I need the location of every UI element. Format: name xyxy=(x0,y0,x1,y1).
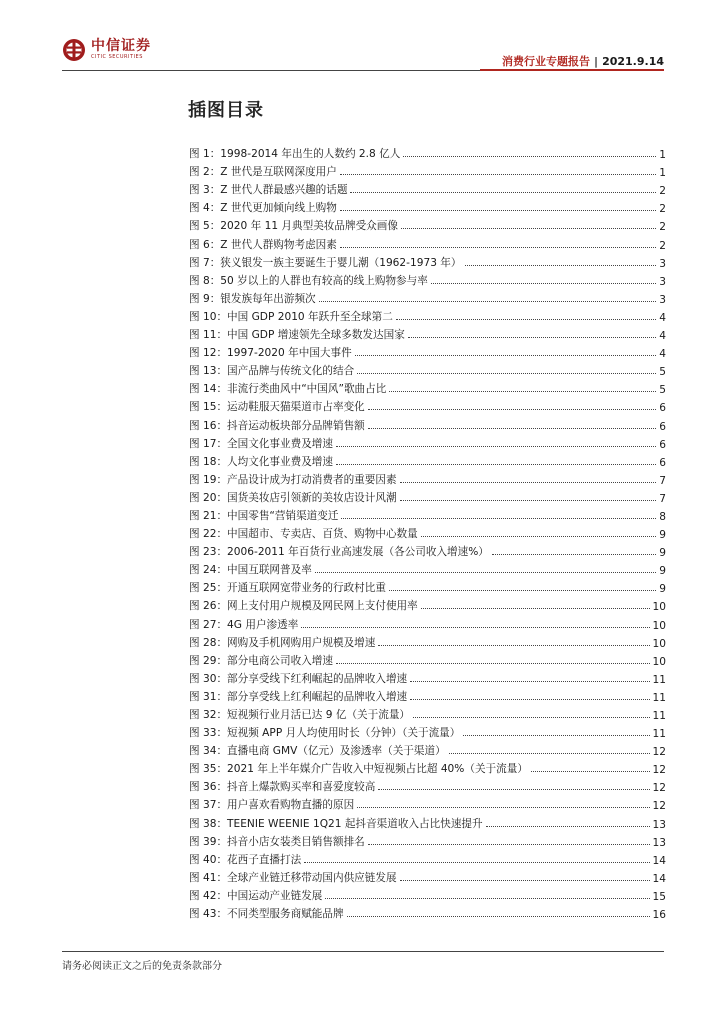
toc-entry-page: 11 xyxy=(652,673,666,686)
toc-leader-dots xyxy=(319,301,657,302)
toc-entry-page: 2 xyxy=(659,203,666,216)
citic-logo-icon xyxy=(62,38,86,62)
logo-english-name: CITIC SECURITIES xyxy=(91,54,143,60)
toc-entry-label: 图 11：中国 GDP 增速领先全球多数发达国家 xyxy=(189,329,405,342)
toc-leader-dots xyxy=(357,373,656,374)
toc-leader-dots xyxy=(449,753,650,754)
toc-leader-dots xyxy=(431,283,656,284)
toc-leader-dots xyxy=(410,699,649,700)
toc-entry[interactable] xyxy=(189,867,666,885)
toc-entry-page: 2 xyxy=(659,239,666,252)
toc-entry-label: 图 33：短视频 APP 月人均使用时长（分钟）（关于流量） xyxy=(189,727,461,740)
toc-entry[interactable] xyxy=(189,740,666,758)
toc-entry[interactable] xyxy=(189,288,666,306)
toc-entry-page: 3 xyxy=(659,275,666,288)
toc-entry-label: 图 18：人均文化事业费及增速 xyxy=(189,455,333,468)
toc-entry-page: 10 xyxy=(652,619,666,632)
toc-entry[interactable] xyxy=(189,469,666,487)
toc-entry-page: 13 xyxy=(652,818,666,831)
toc-entry-label: 图 23：2006-2011 年百货行业高速发展（各公司收入增速%） xyxy=(189,546,489,559)
toc-entry[interactable] xyxy=(189,342,666,360)
toc-entry[interactable] xyxy=(189,414,666,432)
toc-leader-dots xyxy=(350,192,656,193)
toc-entry-label: 图 38：TEENIE WEENIE 1Q21 起抖音渠道收入占比快速提升 xyxy=(189,817,483,830)
toc-entry-label: 图 5：2020 年 11 月典型美妆品牌受众画像 xyxy=(189,220,398,233)
toc-entry-label: 图 30：部分享受线下红利崛起的品牌收入增速 xyxy=(189,672,408,685)
toc-entry-label: 图 2：Z 世代是互联网深度用户 xyxy=(189,166,337,179)
toc-leader-dots xyxy=(325,898,649,899)
toc-entry[interactable] xyxy=(189,704,666,722)
toc-leader-dots xyxy=(301,627,649,628)
toc-entry-label: 图 6：Z 世代人群购物考虑因素 xyxy=(189,238,337,251)
toc-leader-dots xyxy=(336,446,656,447)
toc-entry-label: 图 16：抖音运动板块部分品牌销售额 xyxy=(189,419,365,432)
toc-leader-dots xyxy=(492,554,656,555)
toc-leader-dots xyxy=(378,645,649,646)
toc-entry[interactable] xyxy=(189,722,666,740)
toc-entry-label: 图 36：抖音上爆款购买率和喜爱度较高 xyxy=(189,781,376,794)
toc-leader-dots xyxy=(531,771,650,772)
toc-entry-label: 图 28：网购及手机网购用户规模及增速 xyxy=(189,636,376,649)
toc-leader-dots xyxy=(336,663,650,664)
page-header xyxy=(0,0,724,72)
toc-entry-page: 2 xyxy=(659,221,666,234)
toc-entry-page: 5 xyxy=(659,384,666,397)
toc-entry[interactable] xyxy=(189,161,666,179)
toc-leader-dots xyxy=(410,681,649,682)
toc-entry-page: 4 xyxy=(659,330,666,343)
toc-entry[interactable] xyxy=(189,668,666,686)
toc-entry[interactable] xyxy=(189,143,666,161)
toc-entry-label: 图 19：产品设计成为打动消费者的重要因素 xyxy=(189,473,397,486)
toc-leader-dots xyxy=(304,862,649,863)
toc-entry-label: 图 39：抖音小店女装类目销售额排名 xyxy=(189,835,365,848)
toc-leader-dots xyxy=(341,518,656,519)
toc-leader-dots xyxy=(355,355,657,356)
toc-entry-label: 图 20：国货美妆店引领新的美妆店设计风潮 xyxy=(189,491,397,504)
figure-list xyxy=(189,143,666,921)
toc-leader-dots xyxy=(340,247,656,248)
disclaimer-notice: 请务必阅读正文之后的免责条款部分 xyxy=(62,961,222,972)
toc-entry-label: 图 29：部分电商公司收入增速 xyxy=(189,654,333,667)
toc-entry-page: 10 xyxy=(652,655,666,668)
toc-entry-label: 图 26：网上支付用户规模及网民网上支付使用率 xyxy=(189,600,418,613)
toc-entry-label: 图 22：中国超市、专卖店、百货、购物中心数量 xyxy=(189,528,418,541)
toc-entry-label: 图 37：用户喜欢看购物直播的原因 xyxy=(189,799,355,812)
toc-entry-page: 12 xyxy=(652,782,666,795)
toc-entry-page: 3 xyxy=(659,257,666,270)
toc-entry-page: 12 xyxy=(652,746,666,759)
toc-entry-page: 8 xyxy=(659,510,666,523)
toc-entry-page: 7 xyxy=(659,492,666,505)
toc-entry-label: 图 8：50 岁以上的人群也有较高的线上购物参与率 xyxy=(189,274,428,287)
toc-entry[interactable] xyxy=(189,306,666,324)
toc-entry[interactable] xyxy=(189,595,666,613)
toc-entry-label: 图 24：中国互联网普及率 xyxy=(189,564,312,577)
toc-entry[interactable] xyxy=(189,686,666,704)
toc-entry-page: 9 xyxy=(659,583,666,596)
toc-leader-dots xyxy=(400,482,657,483)
toc-entry-page: 14 xyxy=(652,872,666,885)
toc-leader-dots xyxy=(315,572,656,573)
toc-entry-label: 图 10：中国 GDP 2010 年跃升至全球第二 xyxy=(189,310,393,323)
toc-entry-page: 10 xyxy=(652,601,666,614)
toc-entry-page: 1 xyxy=(659,167,666,180)
toc-entry[interactable] xyxy=(189,197,666,215)
toc-entry[interactable] xyxy=(189,794,666,812)
toc-entry-label: 图 34：直播电商 GMV（亿元）及渗透率（关于渠道） xyxy=(189,745,446,758)
toc-entry[interactable] xyxy=(189,758,666,776)
toc-entry[interactable] xyxy=(189,252,666,270)
toc-entry-page: 9 xyxy=(659,565,666,578)
toc-entry[interactable] xyxy=(189,433,666,451)
toc-entry-page: 2 xyxy=(659,185,666,198)
toc-entry-label: 图 17：全国文化事业费及增速 xyxy=(189,437,333,450)
toc-entry-page: 9 xyxy=(659,547,666,560)
toc-entry-page: 15 xyxy=(652,890,666,903)
toc-entry[interactable] xyxy=(189,451,666,469)
toc-entry-label: 图 3：Z 世代人群最感兴趣的话题 xyxy=(189,184,348,197)
toc-entry[interactable] xyxy=(189,831,666,849)
toc-entry-page: 3 xyxy=(659,293,666,306)
toc-entry[interactable] xyxy=(189,523,666,541)
toc-leader-dots xyxy=(340,210,656,211)
toc-entry-page: 6 xyxy=(659,456,666,469)
toc-entry-label: 图 42：中国运动产业链发展 xyxy=(189,889,323,902)
toc-leader-dots xyxy=(401,228,656,229)
toc-entry-page: 4 xyxy=(659,311,666,324)
toc-entry-page: 9 xyxy=(659,529,666,542)
report-info xyxy=(502,53,664,69)
toc-entry-label: 图 12：1997-2020 年中国大事件 xyxy=(189,347,352,360)
toc-leader-dots xyxy=(347,916,650,917)
toc-entry-label: 图 1：1998-2014 年出生的人数约 2.8 亿人 xyxy=(189,148,401,161)
toc-leader-dots xyxy=(403,156,656,157)
toc-leader-dots xyxy=(378,789,649,790)
toc-leader-dots xyxy=(340,174,656,175)
citic-logo xyxy=(62,38,151,62)
toc-leader-dots xyxy=(463,735,649,736)
toc-entry-label: 图 43：不同类型服务商赋能品牌 xyxy=(189,908,344,921)
toc-entry-page: 6 xyxy=(659,420,666,433)
toc-entry[interactable] xyxy=(189,849,666,867)
toc-entry-label: 图 14：非流行类曲风中“中国风”歌曲占比 xyxy=(189,383,387,396)
toc-entry-page: 12 xyxy=(652,764,666,777)
toc-entry-page: 12 xyxy=(652,800,666,813)
footer-divider xyxy=(62,951,664,952)
toc-entry-page: 16 xyxy=(652,909,666,922)
toc-entry-label: 图 4：Z 世代更加倾向线上购物 xyxy=(189,202,337,215)
toc-entry-label: 图 7：狭义银发一族主要诞生于婴儿潮（1962-1973 年） xyxy=(189,256,462,269)
toc-entry[interactable] xyxy=(189,215,666,233)
toc-entry[interactable] xyxy=(189,541,666,559)
toc-leader-dots xyxy=(421,536,657,537)
toc-leader-dots xyxy=(368,409,656,410)
toc-entry[interactable] xyxy=(189,613,666,631)
toc-leader-dots xyxy=(413,717,650,718)
toc-entry[interactable] xyxy=(189,487,666,505)
toc-entry[interactable] xyxy=(189,179,666,197)
toc-entry[interactable] xyxy=(189,632,666,650)
toc-entry[interactable] xyxy=(189,396,666,414)
toc-entry-page: 5 xyxy=(659,366,666,379)
toc-entry-page: 14 xyxy=(652,854,666,867)
toc-entry-label: 图 25：开通互联网宽带业务的行政村比重 xyxy=(189,582,386,595)
toc-entry-label: 图 40：花西子直播打法 xyxy=(189,853,302,866)
toc-entry-label: 图 27：4G 用户渗透率 xyxy=(189,618,299,631)
toc-entry-page: 11 xyxy=(652,728,666,741)
toc-entry-page: 10 xyxy=(652,637,666,650)
page-title: 插图目录 xyxy=(188,100,264,121)
toc-entry-page: 11 xyxy=(652,691,666,704)
toc-entry-label: 图 9：银发族每年出游频次 xyxy=(189,292,316,305)
toc-leader-dots xyxy=(421,608,650,609)
toc-entry[interactable] xyxy=(189,812,666,830)
toc-entry-label: 图 21：中国零售“营销渠道变迁 xyxy=(189,509,339,522)
toc-entry[interactable] xyxy=(189,885,666,903)
toc-entry-page: 7 xyxy=(659,474,666,487)
toc-entry-label: 图 32：短视频行业月活已达 9 亿（关于流量） xyxy=(189,709,411,721)
toc-entry[interactable] xyxy=(189,559,666,577)
toc-leader-dots xyxy=(465,265,657,266)
report-series: 消费行业专题报告 xyxy=(502,55,591,68)
toc-entry[interactable] xyxy=(189,360,666,378)
toc-entry-page: 6 xyxy=(659,438,666,451)
logo-chinese-name: 中信证券 xyxy=(91,38,151,54)
toc-leader-dots xyxy=(486,826,650,827)
toc-entry-page: 4 xyxy=(659,348,666,361)
toc-leader-dots xyxy=(336,464,656,465)
toc-entry[interactable] xyxy=(189,270,666,288)
toc-entry[interactable] xyxy=(189,505,666,523)
toc-leader-dots xyxy=(368,428,656,429)
header-accent-divider xyxy=(480,69,664,71)
toc-entry[interactable] xyxy=(189,577,666,595)
toc-entry-label: 图 41：全球产业链迁移带动国内供应链发展 xyxy=(189,871,397,884)
toc-leader-dots xyxy=(389,391,656,392)
toc-entry[interactable] xyxy=(189,650,666,668)
toc-entry-page: 6 xyxy=(659,402,666,415)
toc-leader-dots xyxy=(400,880,650,881)
toc-entry[interactable] xyxy=(189,903,666,921)
toc-entry-page: 1 xyxy=(659,149,666,162)
toc-entry-page: 13 xyxy=(652,836,666,849)
toc-entry-label: 图 31：部分享受线上红利崛起的品牌收入增速 xyxy=(189,690,408,703)
toc-entry[interactable] xyxy=(189,776,666,794)
toc-leader-dots xyxy=(396,319,656,320)
toc-leader-dots xyxy=(389,590,656,591)
toc-entry-label: 图 13：国产品牌与传统文化的结合 xyxy=(189,365,355,378)
toc-leader-dots xyxy=(357,807,649,808)
toc-entry-label: 图 15：运动鞋服天猫渠道市占率变化 xyxy=(189,401,365,414)
toc-entry[interactable] xyxy=(189,378,666,396)
header-separator: | xyxy=(594,55,599,68)
report-date: 2021.9.14 xyxy=(602,55,664,68)
toc-leader-dots xyxy=(408,337,656,338)
toc-entry[interactable] xyxy=(189,233,666,251)
toc-leader-dots xyxy=(368,844,650,845)
toc-entry[interactable] xyxy=(189,324,666,342)
toc-leader-dots xyxy=(400,500,657,501)
toc-entry-page: 11 xyxy=(652,710,666,722)
toc-entry-label: 图 35：2021 年上半年媒介广告收入中短视频占比超 40%（关于流量） xyxy=(189,763,528,776)
